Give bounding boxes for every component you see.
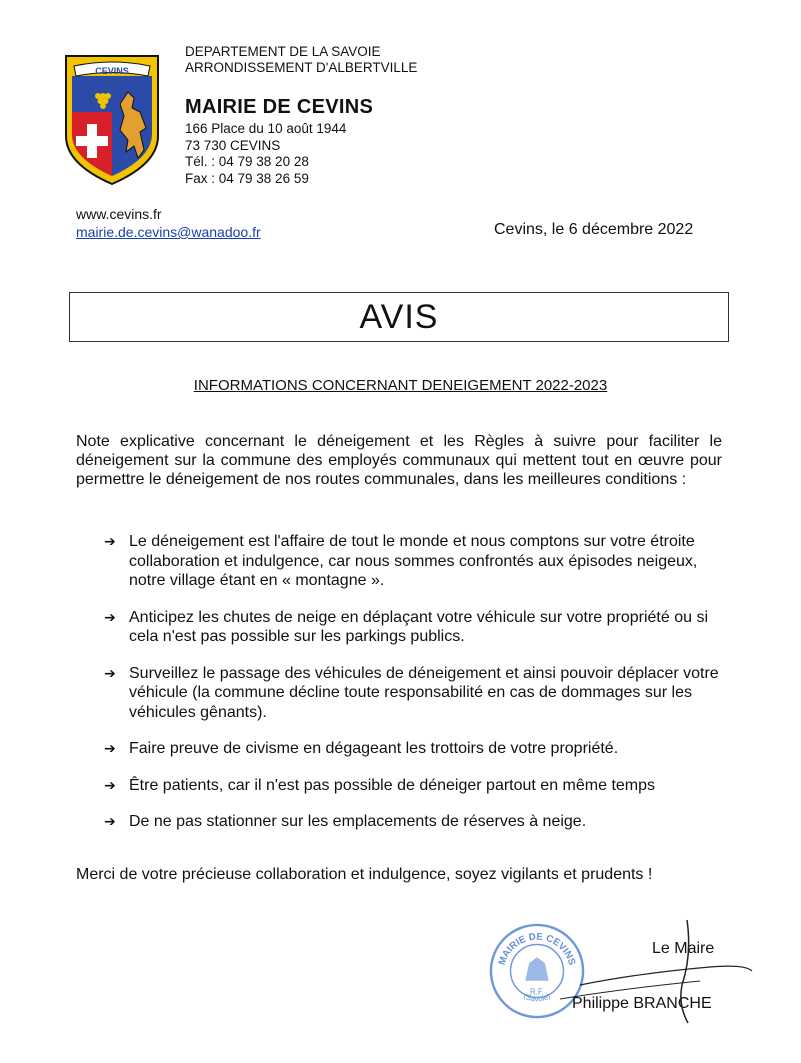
handwritten-signature — [560, 915, 760, 1030]
coat-of-arms-logo — [62, 52, 162, 188]
address-line-1: 166 Place du 10 août 1944 — [185, 121, 347, 136]
intro-paragraph: Note explicative concernant le déneigement et les Règles à suivre pour faciliter le déneigement sur la commune des employés communaux qui mettent tout en œuvre pour permettre le déneigement de nos routes communales, dans les meilleures conditions : — [76, 433, 722, 488]
email-link[interactable]: mairie.de.cevins@wanadoo.fr — [76, 224, 261, 240]
arrow-right-icon: ➔ — [104, 533, 116, 549]
list-item — [104, 608, 724, 647]
signatory-role: Le Maire — [652, 940, 715, 957]
stamp-text-top: MAIRIE DE CEVINS — [496, 931, 578, 967]
stamp-text-bottom: (Savoie) — [522, 991, 552, 1004]
arrow-right-icon: ➔ — [104, 776, 116, 793]
crest-label: CEVINS — [95, 66, 129, 76]
arrow-right-icon: ➔ — [104, 608, 116, 625]
notice-title: AVIS — [359, 297, 439, 336]
closing-sentence: Merci de votre précieuse collaboration et indulgence, soyez vigilants et prudents ! — [76, 866, 653, 883]
rules-list — [104, 532, 724, 849]
list-item-text: Anticipez les chutes de neige en déplaçant votre véhicule sur votre propriété ou si cela n'est pas possible sur les parkings publics. — [129, 608, 709, 645]
list-item-text: Le déneigement est l'affaire de tout le monde et nous comptons sur votre étroite collaboration et indulgence, car nous sommes confrontés aux épisodes neigeux, notre village étant en « montagne ». — [129, 533, 698, 589]
notice-title-box — [69, 292, 729, 342]
list-item — [104, 776, 724, 796]
list-item — [104, 812, 724, 832]
header-department-block — [185, 44, 417, 76]
arrow-right-icon: ➔ — [104, 740, 116, 756]
list-item-text: De ne pas stationner sur les emplacements de réserves à neige. — [129, 813, 587, 830]
arrow-right-icon: ➔ — [104, 813, 116, 829]
stamp-text-mid: R.F. — [530, 987, 544, 997]
arrondissement-line: ARRONDISSEMENT D'ALBERTVILLE — [185, 60, 418, 75]
document-date: Cevins, le 6 décembre 2022 — [494, 221, 694, 238]
phone-line: Tél. : 04 79 38 20 28 — [185, 154, 309, 169]
mairie-title: MAIRIE DE CEVINS — [185, 96, 374, 118]
list-item-text: Faire preuve de civisme en dégageant les trottoirs de votre propriété. — [129, 740, 619, 757]
signatory-name: Philippe BRANCHE — [572, 995, 712, 1012]
website-text: www.cevins.fr — [76, 206, 162, 222]
notice-subtitle — [0, 377, 801, 394]
address-line-2: 73 730 CEVINS — [185, 137, 281, 153]
contact-block — [76, 205, 261, 241]
list-item — [104, 664, 724, 723]
list-item — [104, 532, 724, 591]
list-item-text: Surveillez le passage des véhicules de déneigement et ainsi pouvoir déplacer votre véhicule (la commune décline toute responsabilité en cas de dommages sur les véhicules gênants). — [129, 664, 719, 721]
list-item-text: Être patients, car il n'est pas possible de déneiger partout en même temps — [129, 776, 656, 794]
department-line: DEPARTEMENT DE LA SAVOIE — [185, 44, 381, 59]
fax-line: Fax : 04 79 38 26 59 — [185, 170, 309, 186]
arrow-right-icon: ➔ — [104, 664, 116, 681]
address-block — [185, 121, 346, 187]
notice-subtitle-text: INFORMATIONS CONCERNANT DENEIGEMENT 2022-2023 — [193, 377, 608, 394]
list-item — [104, 739, 724, 759]
